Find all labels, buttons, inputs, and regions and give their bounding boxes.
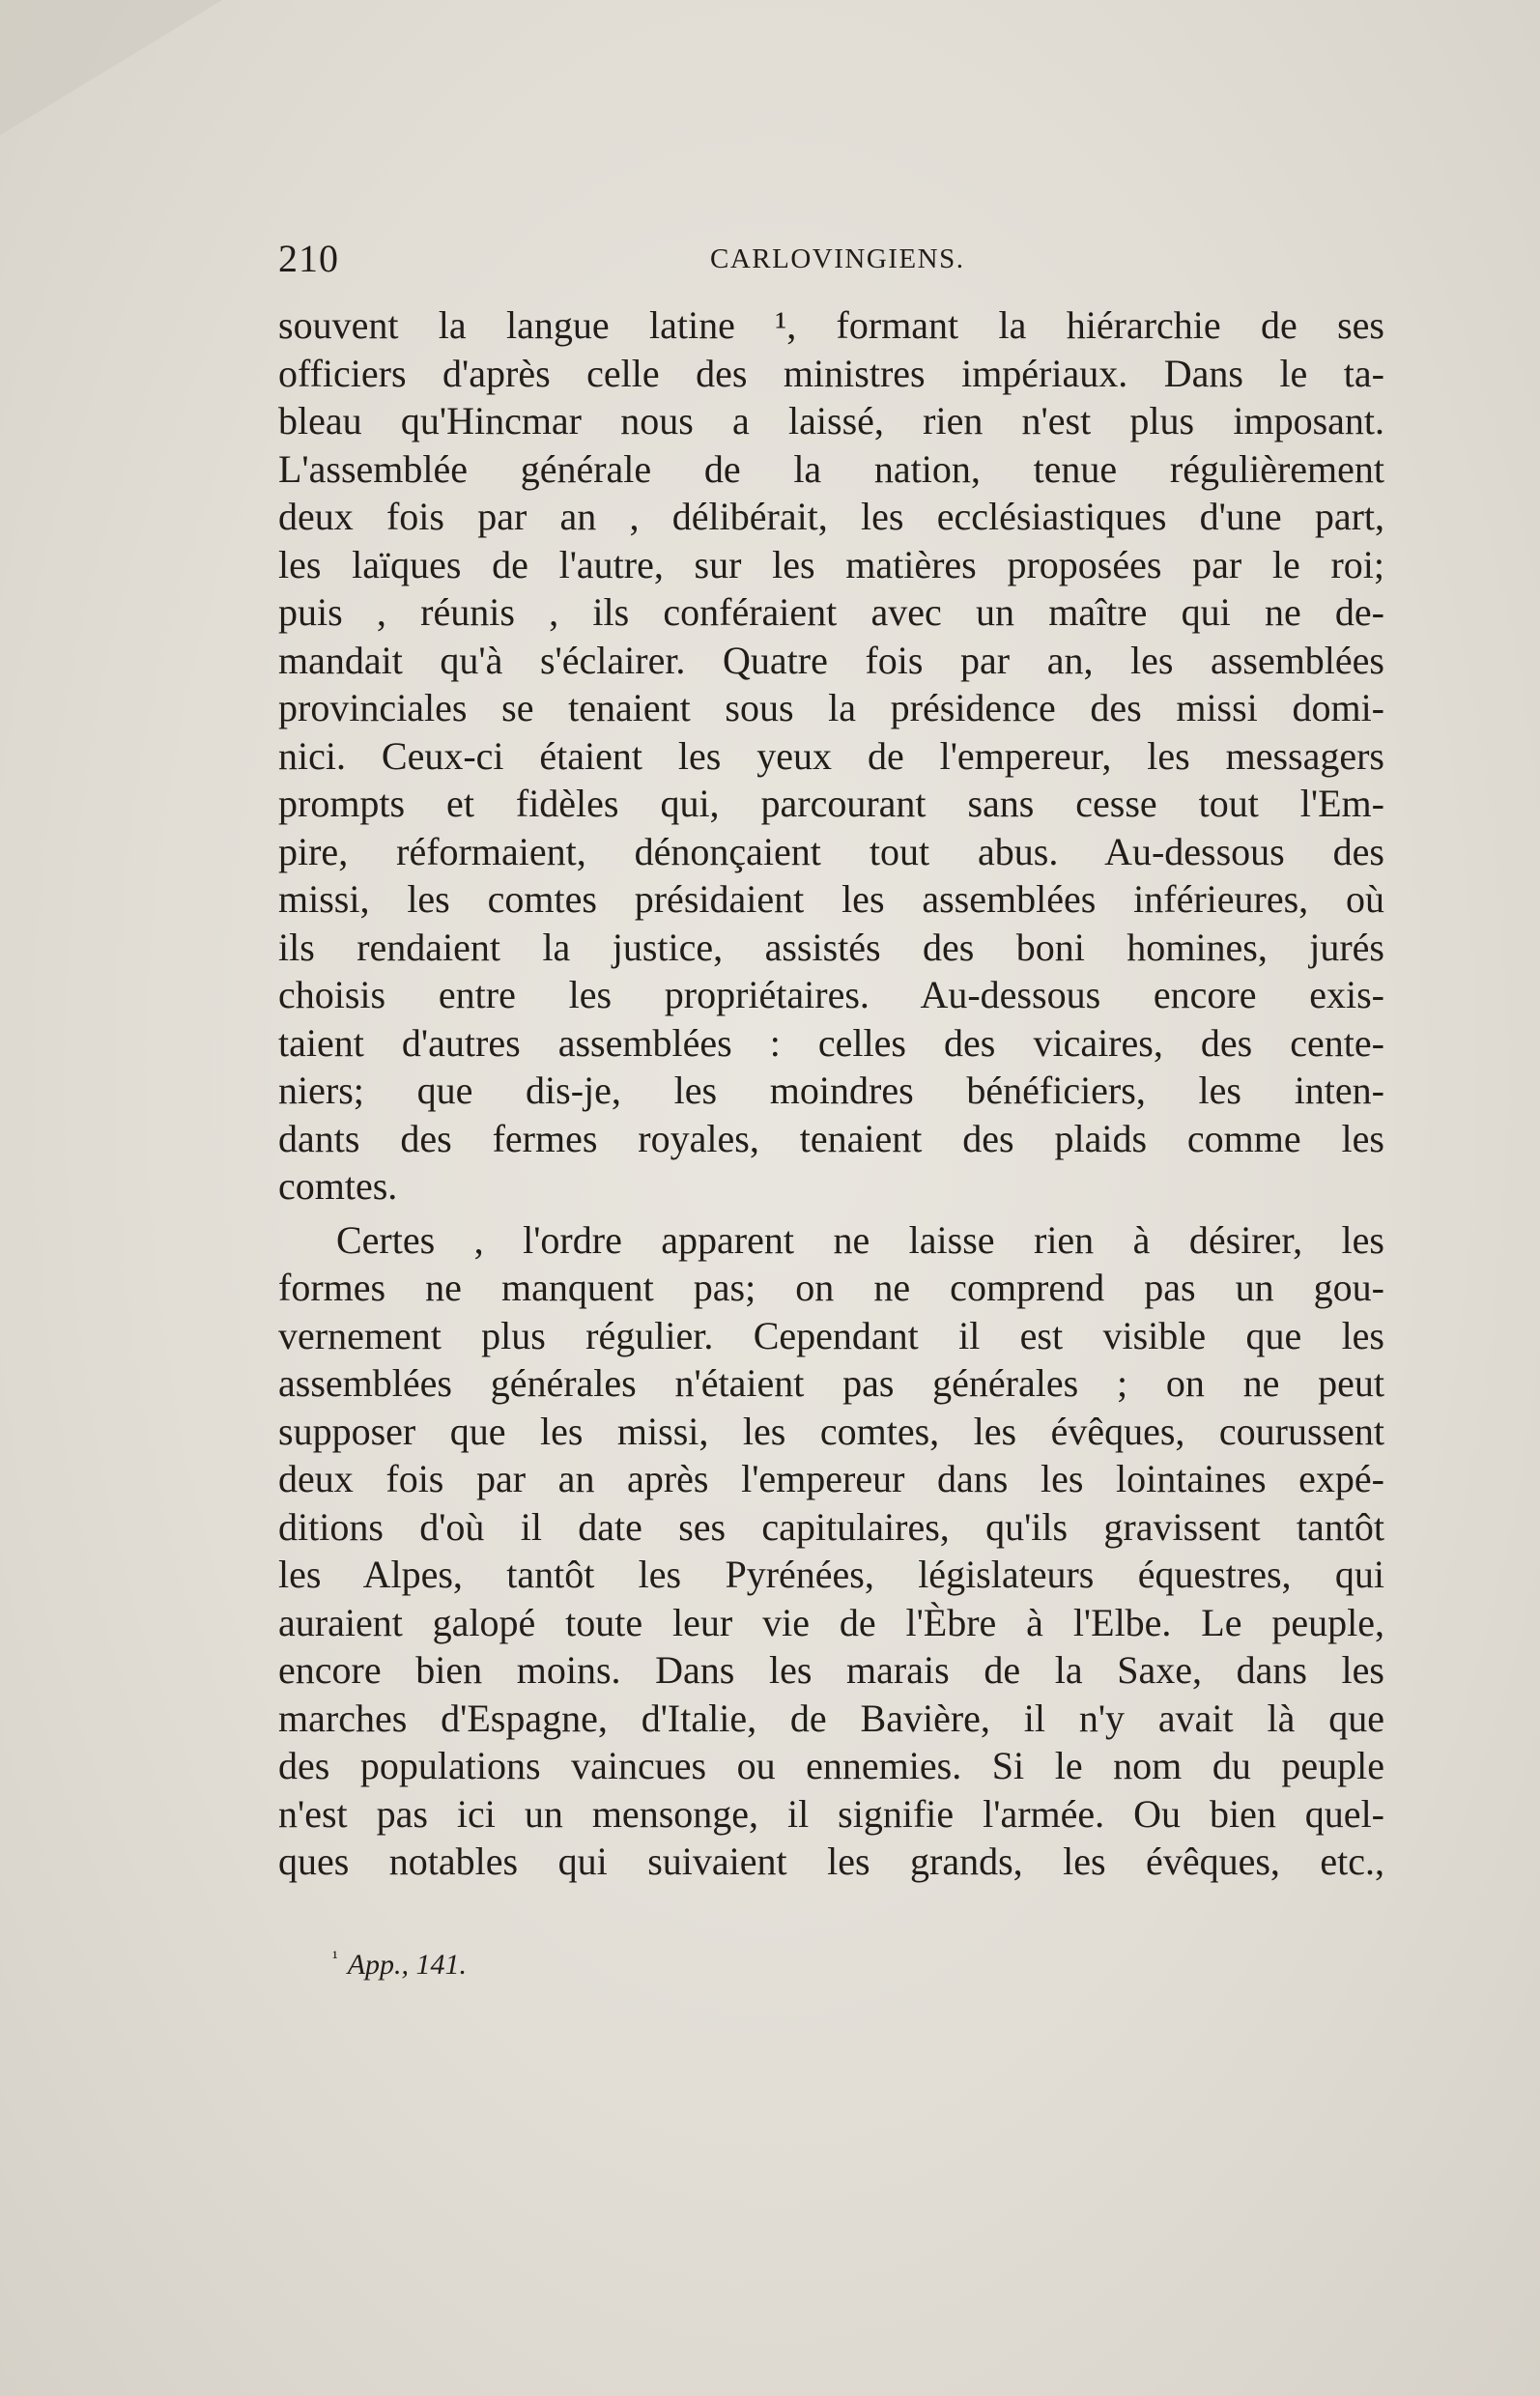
text-line: ditions d'où il date ses capitulaires, qu'ils gravissent tantôt xyxy=(278,1504,1384,1549)
text-line: niers; que dis-je, les moindres bénéficiers, les inten- xyxy=(278,1069,1384,1112)
text-line: souvent la langue latine ¹, formant la hiérarchie de ses xyxy=(278,303,1384,347)
text-line: officiers d'après celle des ministres impériaux. Dans le ta- xyxy=(278,351,1384,395)
text-line: taient d'autres assemblées : celles des vicaires, des cente- xyxy=(278,1020,1384,1065)
text-line: choisis entre les propriétaires. Au-dessous encore exis- xyxy=(278,973,1384,1016)
text-line: deux fois par an après l'empereur dans les lointaines expé- xyxy=(278,1457,1384,1500)
text-line: mandait qu'à s'éclairer. Quatre fois par an, les assemblées xyxy=(278,638,1384,682)
text-line: supposer que les missi, les comtes, les évêques, courussent xyxy=(278,1409,1384,1453)
text-line: pire, réformaient, dénonçaient tout abus. Au-dessous des xyxy=(278,829,1384,873)
page-corner-shadow xyxy=(0,0,222,135)
text-line: vernement plus régulier. Cependant il est visible que les xyxy=(278,1313,1384,1357)
text-line: n'est pas ici un mensonge, il signifie l'armée. Ou bien quel- xyxy=(278,1791,1384,1836)
footnote-mark: ¹ xyxy=(332,1948,338,1968)
text-line: les Alpes, tantôt les Pyrénées, législateurs équestres, qui xyxy=(278,1553,1384,1596)
text-line: dants des fermes royales, tenaient des plaids comme les xyxy=(278,1116,1384,1160)
text-line-paragraph-end: comtes. xyxy=(278,1164,398,1208)
text-line: deux fois par an , délibérait, les ecclésiastiques d'une part, xyxy=(278,495,1384,538)
text-line: auraient galopé toute leur vie de l'Èbre à l'Elbe. Le peuple, xyxy=(278,1600,1384,1644)
text-line: ils rendaient la justice, assistés des boni homines, jurés xyxy=(278,925,1384,969)
text-line: formes ne manquent pas; on ne comprend pas un gou- xyxy=(278,1266,1384,1309)
text-line: marches d'Espagne, d'Italie, de Bavière, il n'y avait là que xyxy=(278,1696,1384,1740)
running-head xyxy=(278,236,1384,284)
body-text xyxy=(278,301,1384,1886)
page-number: 210 xyxy=(278,237,339,280)
footnote-text: App., 141. xyxy=(347,1949,468,1981)
text-line: missi, les comtes présidaient les assemblées inférieures, où xyxy=(278,877,1384,921)
text-line: encore bien moins. Dans les marais de la Saxe, dans les xyxy=(278,1648,1384,1692)
text-line-paragraph-start: Certes , l'ordre apparent ne laisse rien à désirer, les xyxy=(336,1217,1384,1262)
text-line: L'assemblée générale de la nation, tenue régulièrement xyxy=(278,446,1384,491)
footnote xyxy=(332,1948,467,1982)
text-line: nici. Ceux-ci étaient les yeux de l'empereur, les messagers xyxy=(278,733,1384,778)
text-line: des populations vaincues ou ennemies. Si le nom du peuple xyxy=(278,1744,1384,1787)
text-line: bleau qu'Hincmar nous a laissé, rien n'est plus imposant. xyxy=(278,399,1384,442)
text-line: puis , réunis , ils conféraient avec un maître qui ne de- xyxy=(278,590,1384,634)
text-line: provinciales se tenaient sous la présidence des missi domi- xyxy=(278,686,1384,729)
running-head-title: CARLOVINGIENS. xyxy=(710,243,965,274)
text-line: assemblées générales n'étaient pas générales ; on ne peut xyxy=(278,1361,1384,1405)
text-line: les laïques de l'autre, sur les matières proposées par le roi; xyxy=(278,542,1384,586)
text-line: ques notables qui suivaient les grands, les évêques, etc., xyxy=(278,1840,1384,1883)
text-line: prompts et fidèles qui, parcourant sans cesse tout l'Em- xyxy=(278,782,1384,825)
